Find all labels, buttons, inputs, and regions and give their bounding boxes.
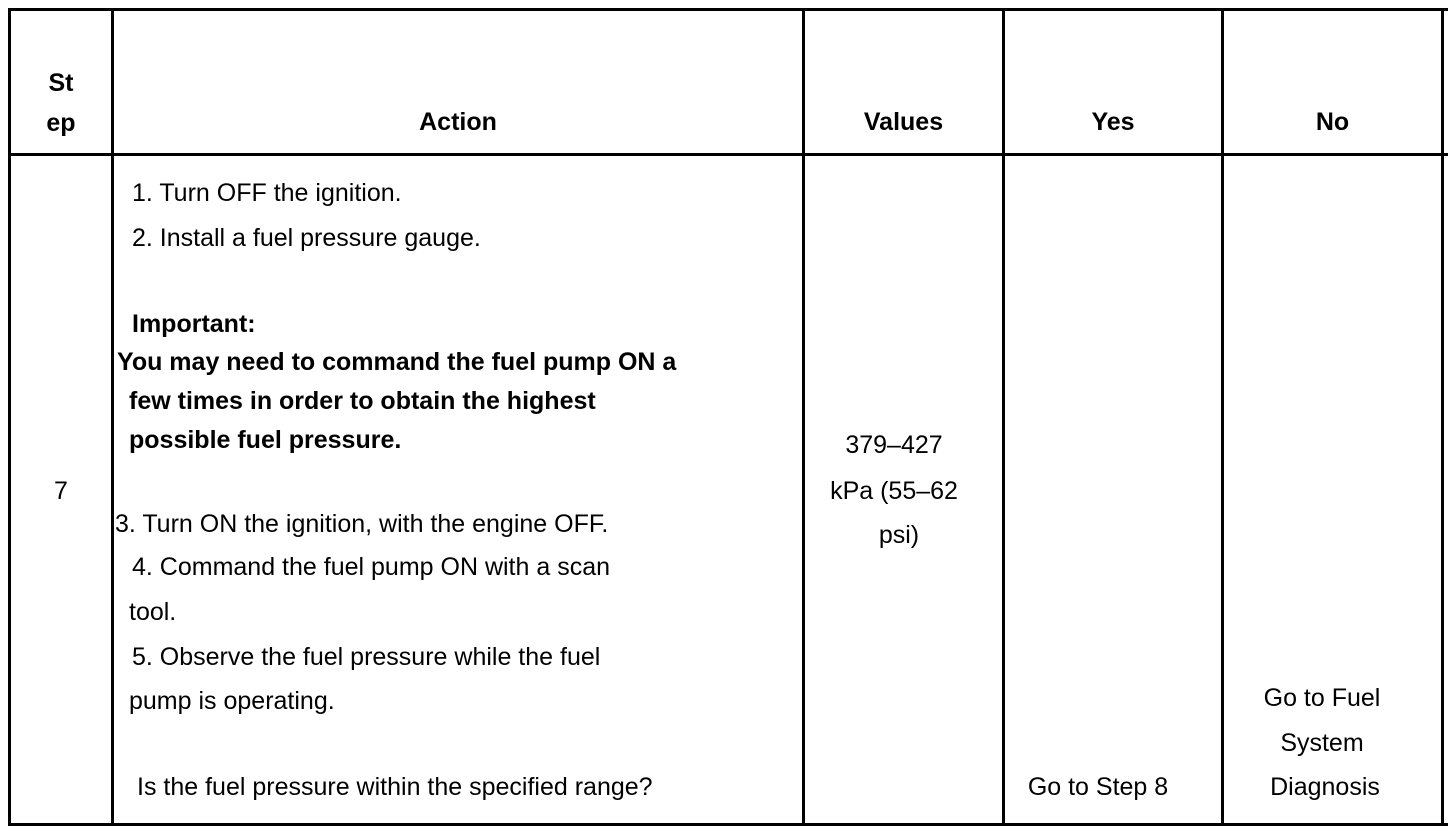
table-top-border [8,8,1448,11]
header-action: Action [419,108,497,136]
important-note-line-1: You may need to command the fuel pump ON a [117,348,677,376]
no-action-line-1: Go to Fuel [1263,684,1381,712]
header-step-line2: ep [46,109,76,137]
table-bottom-border [8,823,1448,826]
action-item-1: 1. Turn OFF the ignition. [132,179,402,207]
header-step-line1: St [48,69,74,97]
values-line-1: 379–427 [845,431,943,459]
action-item-5-line-2: pump is operating. [129,687,335,715]
important-note-line-2: few times in order to obtain the highest [129,387,596,415]
action-item-5-line-1: 5. Observe the fuel pressure while the fuel [132,643,601,671]
no-action-line-2: System [1280,729,1364,757]
header-step [11,63,111,143]
row-step-number: 7 [54,477,68,505]
action-item-3: 3. Turn ON the ignition, with the engine OFF. [115,510,609,538]
header-no: No [1315,108,1350,136]
values-line-3: psi) [878,521,920,549]
action-question: Is the fuel pressure within the specified range? [137,773,653,801]
no-action-line-3: Diagnosis [1270,773,1380,801]
table-right-border [1441,8,1444,826]
important-note-line-3: possible fuel pressure. [129,426,402,454]
yes-action-text: Go to Step 8 [1027,773,1169,801]
header-bottom-border [8,153,1448,156]
action-item-4-line-1: 4. Command the fuel pump ON with a scan [132,553,611,581]
action-item-4-line-2: tool. [129,598,177,626]
action-item-2: 2. Install a fuel pressure gauge. [132,224,481,252]
values-line-2: kPa (55–62 [830,477,958,505]
important-label: Important: [132,310,256,338]
header-values: Values [863,108,944,136]
header-yes: Yes [1091,108,1135,136]
